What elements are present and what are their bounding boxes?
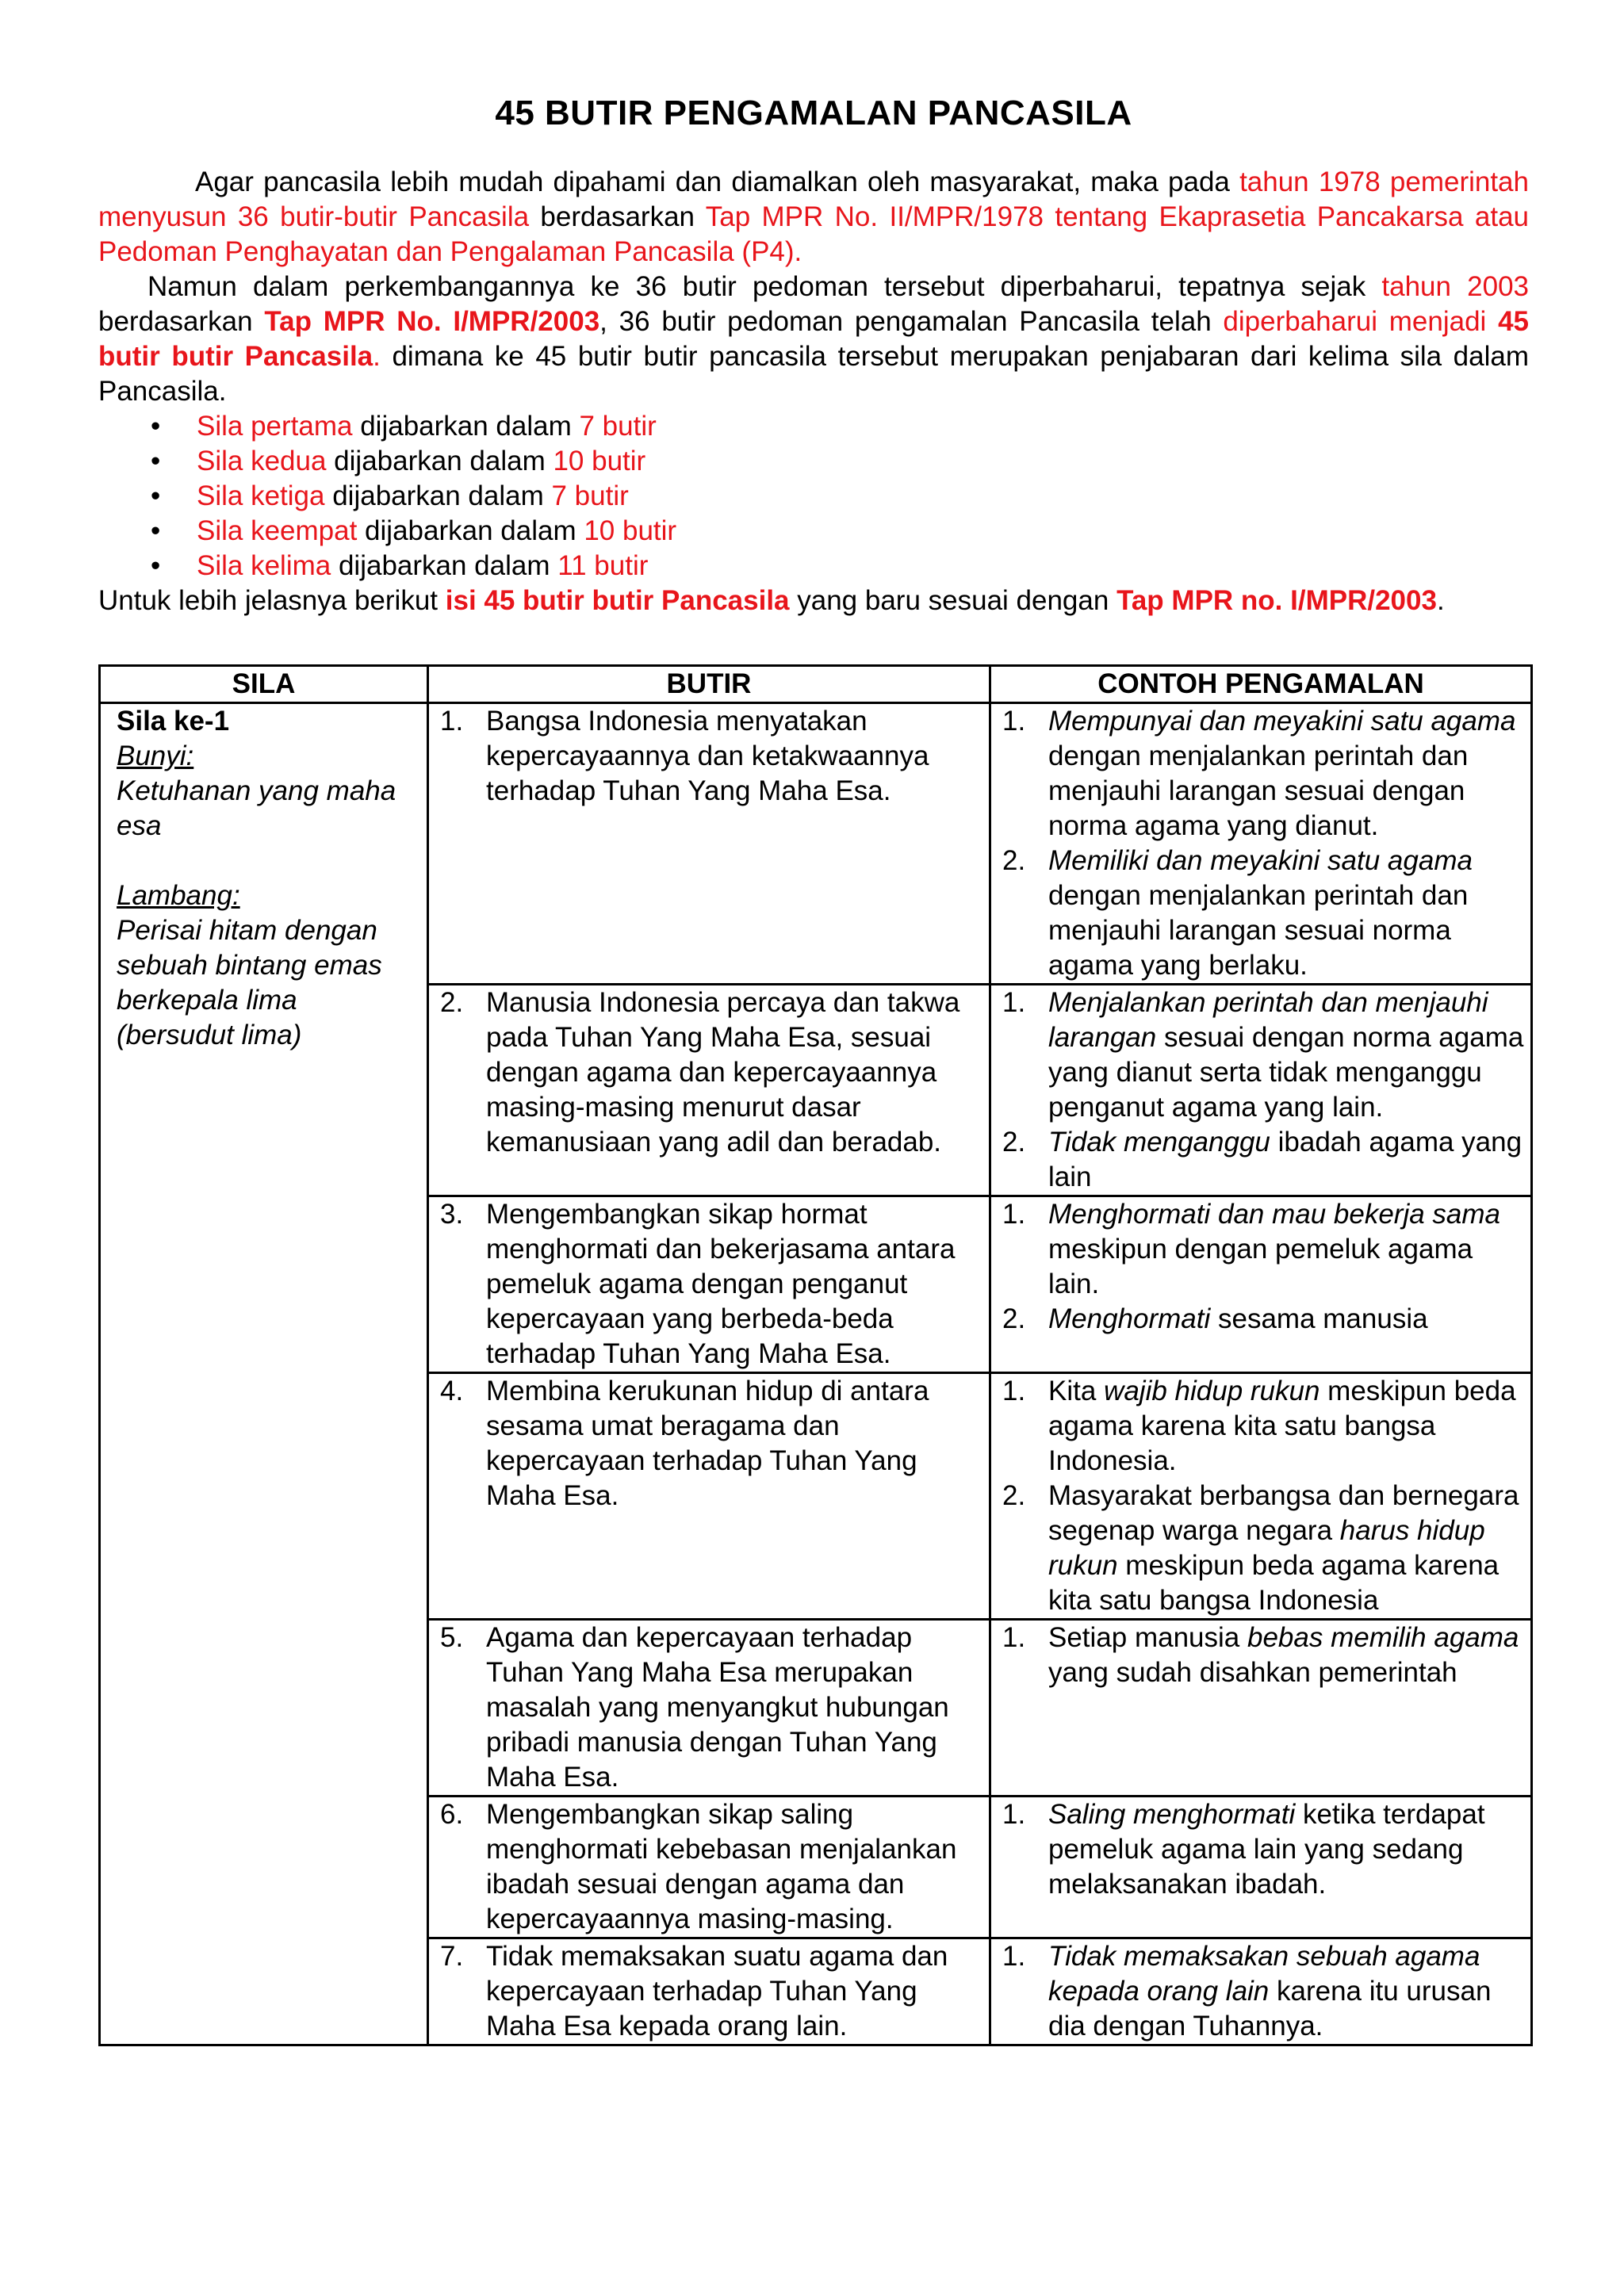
text: 10 butir — [553, 446, 646, 476]
text: 11 butir — [557, 550, 649, 581]
butir-item — [435, 1621, 982, 1795]
butir-cell — [428, 1797, 990, 1938]
contoh-item — [998, 1125, 1524, 1195]
text: Sila keempat — [197, 515, 358, 546]
contoh-cell — [990, 1620, 1532, 1797]
list-item — [197, 409, 1529, 444]
butir-item — [435, 1374, 982, 1513]
highlight: Tap MPR No. II/MPR/1978 tentang Ekaprasetia Pancakarsa atau Pedoman Penghayatan dan Pengalaman Pancasila (P4). — [98, 201, 1529, 267]
bunyi-text: Ketuhanan yang maha esa — [117, 775, 396, 841]
lambang-text: Perisai hitam dengan sebuah bintang emas berkepala lima (bersudut lima) — [117, 915, 382, 1050]
butir-text: Manusia Indonesia percaya dan takwa pada Tuhan Yang Maha Esa, sesuai dengan agama dan kepercayaannya masing-masing menurut dasar kemanusiaan yang adil dan beradab. — [486, 987, 960, 1158]
text: dimana ke 45 butir butir pancasila tersebut merupakan penjabaran dari kelima sila dalam Pancasila. — [98, 341, 1530, 407]
butir-number: 5. — [440, 1622, 464, 1653]
text: dijabarkan dalam — [352, 411, 580, 442]
contoh-number: 1. — [1002, 987, 1026, 1018]
contoh-number: 1. — [1002, 1799, 1026, 1830]
text: Sila kedua — [197, 446, 327, 476]
butir-number: 1. — [440, 706, 464, 737]
text: yang baru sesuai dengan — [789, 585, 1117, 616]
contoh-cell — [990, 1797, 1532, 1938]
contoh-number: 1. — [1002, 1376, 1026, 1406]
list-item — [197, 549, 1529, 584]
text: . — [1436, 585, 1445, 616]
contoh-emphasis: Saling menghormati — [1048, 1799, 1296, 1830]
contoh-number: 2. — [1002, 845, 1026, 876]
sila-name: Sila ke-1 — [117, 706, 230, 737]
contoh-number: 2. — [1002, 1480, 1026, 1511]
butir-cell — [428, 1620, 990, 1797]
butir-text: Membina kerukunan hidup di antara sesama umat beragama dan kepercayaan terhadap Tuhan Yang Maha Esa. — [486, 1376, 929, 1511]
butir-cell — [428, 985, 990, 1196]
contoh-number: 1. — [1002, 1622, 1026, 1653]
contoh-item — [998, 1621, 1524, 1690]
text: dijabarkan dalam — [324, 480, 552, 511]
contoh-cell — [990, 985, 1532, 1196]
contoh-item — [998, 1302, 1524, 1337]
contoh-text: Kita — [1048, 1376, 1105, 1406]
text: dijabarkan dalam — [331, 550, 558, 581]
contoh-item — [998, 985, 1524, 1125]
document-page — [98, 94, 1529, 2046]
contoh-text: Masyarakat berbangsa dan bernegara segenap warga negara — [1048, 1480, 1519, 1546]
highlight: isi 45 butir butir Pancasila — [445, 585, 790, 616]
butir-item — [435, 1197, 982, 1372]
contoh-number: 1. — [1002, 706, 1026, 737]
contoh-text: meskipun beda agama karena kita satu bangsa Indonesia — [1048, 1550, 1500, 1616]
text: Untuk lebih jelasnya berikut — [98, 585, 446, 616]
header-contoh: CONTOH PENGAMALAN — [990, 666, 1532, 703]
contoh-emphasis: Memiliki dan meyakini satu agama — [1048, 845, 1473, 876]
highlight: diperbaharui menjadi — [1223, 306, 1499, 337]
contoh-emphasis: Tidak menganggu — [1048, 1127, 1270, 1158]
butir-item — [435, 1797, 982, 1937]
contoh-emphasis: Menjalankan perintah dan menjauhi larangan — [1048, 987, 1488, 1053]
contoh-item — [998, 1939, 1524, 2044]
contoh-text: ketika terdapat pemeluk agama lain yang sedang melaksanakan ibadah. — [1048, 1799, 1485, 1900]
contoh-text: sesuai dengan norma agama yang dianut serta tidak menganggu penganut agama yang lain. — [1048, 1022, 1524, 1123]
contoh-text: meskipun beda agama karena kita satu bangsa Indonesia. — [1048, 1376, 1516, 1476]
contoh-number: 1. — [1002, 1941, 1026, 1972]
list-item — [197, 444, 1529, 479]
highlight: Tap MPR no. I/MPR/2003 — [1116, 585, 1437, 616]
text: dijabarkan dalam — [357, 515, 584, 546]
butir-text: Mengembangkan sikap hormat menghormati dan bekerjasama antara pemeluk agama dengan penganut kepercayaan yang berbeda-beda terhadap Tuhan Yang Maha Esa. — [486, 1199, 956, 1369]
butir-text: Tidak memaksakan suatu agama dan kepercayaan terhadap Tuhan Yang Maha Esa kepada orang lain. — [486, 1941, 948, 2042]
contoh-number: 2. — [1002, 1303, 1026, 1334]
text: Sila ketiga — [197, 480, 325, 511]
contoh-text: dengan menjalankan perintah dan menjauhi larangan sesuai dengan norma agama yang dianut. — [1048, 740, 1469, 841]
contoh-number: 1. — [1002, 1199, 1026, 1230]
text: berdasarkan — [98, 306, 265, 337]
butir-item — [435, 1939, 982, 2044]
butir-number: 6. — [440, 1799, 464, 1830]
butir-number: 3. — [440, 1199, 464, 1230]
contoh-item — [998, 704, 1524, 844]
sila-bullet-list — [98, 409, 1529, 584]
butir-item — [435, 985, 982, 1160]
contoh-emphasis: Menghormati — [1048, 1303, 1211, 1334]
contoh-text: dengan menjalankan perintah dan menjauhi larangan sesuai norma agama yang berlaku. — [1048, 880, 1469, 981]
contoh-cell — [990, 1938, 1532, 2045]
text: Sila kelima — [197, 550, 331, 581]
bunyi-label: Bunyi: — [117, 740, 194, 771]
table-row — [100, 703, 1532, 985]
text: 7 butir — [551, 480, 629, 511]
butir-cell — [428, 703, 990, 985]
intro-paragraph-1 — [98, 165, 1529, 270]
contoh-cell — [990, 1373, 1532, 1620]
intro-paragraph-2 — [98, 270, 1529, 409]
contoh-cell — [990, 1196, 1532, 1373]
contoh-text: karena itu urusan dia dengan Tuhannya. — [1048, 1976, 1492, 2042]
page-title: 45 BUTIR PENGAMALAN PANCASILA — [495, 94, 1132, 132]
spacer — [117, 844, 420, 878]
contoh-item — [998, 1197, 1524, 1302]
contoh-text: Setiap manusia — [1048, 1622, 1247, 1653]
contoh-item — [998, 1797, 1524, 1902]
contoh-emphasis: bebas memilih agama — [1247, 1622, 1519, 1653]
contoh-text: ibadah agama yang lain — [1048, 1127, 1522, 1192]
header-sila: SILA — [100, 666, 428, 703]
contoh-emphasis: Mempunyai dan meyakini satu agama — [1048, 706, 1516, 737]
butir-text: Mengembangkan sikap saling menghormati kebebasan menjalankan ibadah sesuai dengan agama dan kepercayaannya masing-masing. — [486, 1799, 957, 1934]
contoh-number: 2. — [1002, 1127, 1026, 1158]
lambang-label: Lambang: — [117, 880, 240, 911]
pancasila-table — [98, 664, 1533, 2046]
contoh-item — [998, 844, 1524, 983]
text: dijabarkan dalam — [326, 446, 553, 476]
highlight: Tap MPR No. I/MPR/2003 — [264, 306, 600, 337]
highlight: 45 butir butir Pancasila — [98, 306, 1529, 372]
butir-cell — [428, 1938, 990, 2045]
sila-cell — [100, 703, 428, 2045]
contoh-text: yang sudah disahkan pemerintah — [1048, 1657, 1457, 1688]
header-butir: BUTIR — [428, 666, 990, 703]
butir-number: 4. — [440, 1376, 464, 1406]
contoh-emphasis: wajib hidup rukun — [1104, 1376, 1320, 1406]
text: berdasarkan — [529, 201, 706, 232]
butir-cell — [428, 1196, 990, 1373]
closing-paragraph — [98, 584, 1529, 618]
butir-number: 7. — [440, 1941, 464, 1972]
list-item — [197, 479, 1529, 514]
text: 10 butir — [584, 515, 677, 546]
contoh-emphasis: harus hidup rukun — [1048, 1515, 1485, 1581]
text: Namun dalam perkembangannya ke 36 butir pedoman tersebut diperbaharui, tepatnya sejak — [147, 271, 1382, 302]
contoh-item — [998, 1479, 1524, 1618]
list-item — [197, 514, 1529, 549]
butir-text: Bangsa Indonesia menyatakan kepercayaannya dan ketakwaannya terhadap Tuhan Yang Maha Esa. — [486, 706, 929, 806]
text: , 36 butir pedoman pengamalan Pancasila telah — [599, 306, 1224, 337]
contoh-emphasis: Menghormati dan mau bekerja sama — [1048, 1199, 1501, 1230]
text: Agar pancasila lebih mudah dipahami dan diamalkan oleh masyarakat, maka pada — [195, 166, 1240, 197]
contoh-text: sesama manusia — [1210, 1303, 1428, 1334]
contoh-text: meskipun dengan pemeluk agama lain. — [1048, 1234, 1473, 1299]
contoh-cell — [990, 703, 1532, 985]
highlight: tahun 2003 — [1381, 271, 1530, 302]
contoh-item — [998, 1374, 1524, 1479]
butir-text: Agama dan kepercayaan terhadap Tuhan Yang Maha Esa merupakan masalah yang menyangkut hubungan pribadi manusia dengan Tuhan Yang Maha Esa. — [486, 1622, 949, 1793]
highlight: . — [373, 341, 381, 372]
text: Sila pertama — [197, 411, 353, 442]
butir-cell — [428, 1373, 990, 1620]
butir-item — [435, 704, 982, 809]
contoh-emphasis: Tidak memaksakan sebuah agama kepada orang lain — [1048, 1941, 1480, 2007]
highlight: tahun 1978 pemerintah menyusun 36 butir-butir Pancasila — [98, 166, 1529, 232]
table-header-row — [100, 666, 1532, 703]
butir-number: 2. — [440, 987, 464, 1018]
text: 7 butir — [579, 411, 657, 442]
